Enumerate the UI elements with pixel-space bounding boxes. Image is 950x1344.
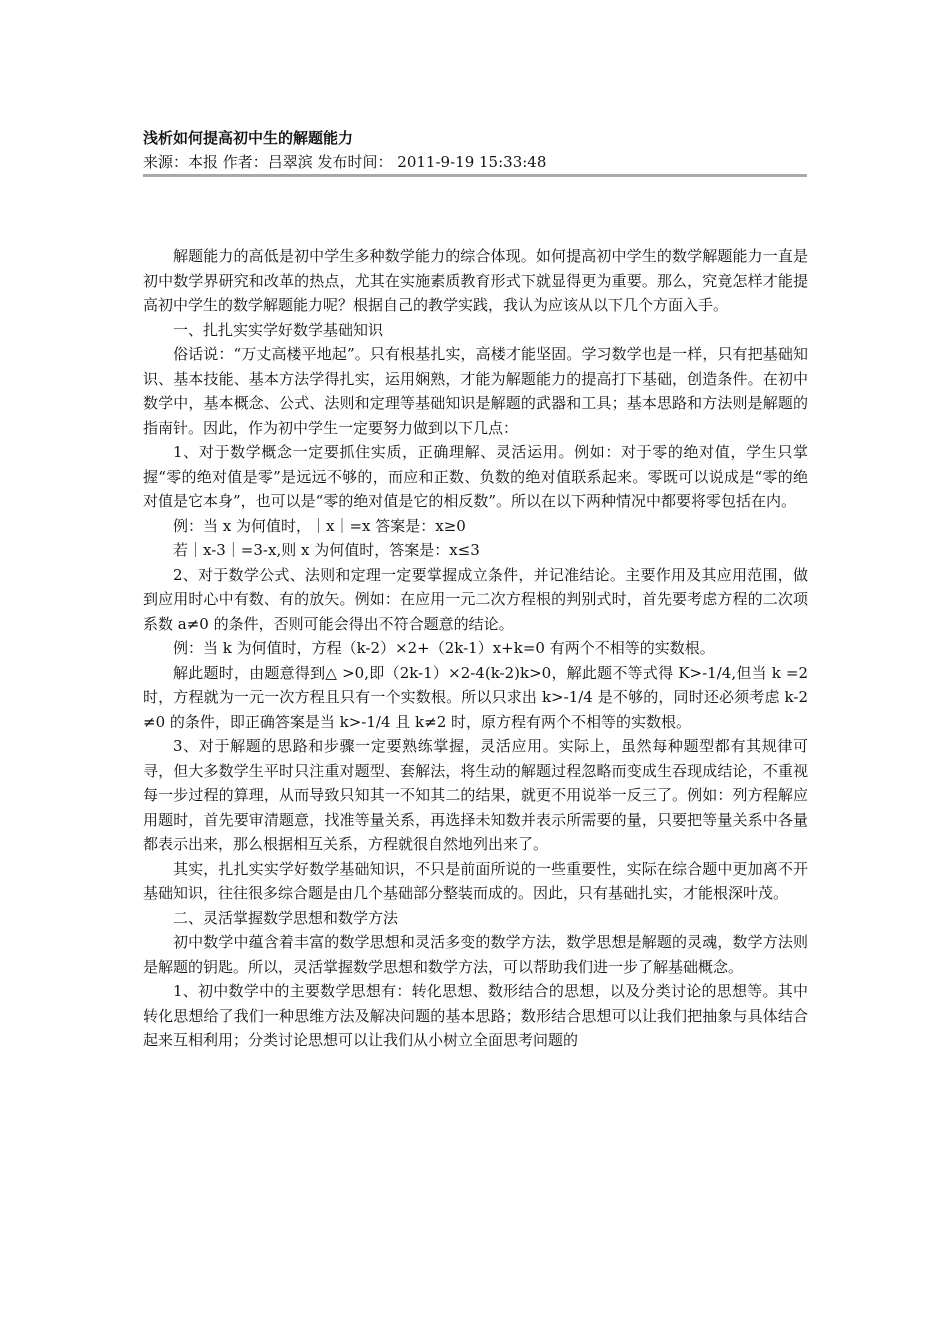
paragraph: 1、初中数学中的主要数学思想有：转化思想、数形结合的思想，以及分类讨论的思想等。其中转化思想给了我们一种思维方法及解决问题的基本思路；数形结合思想可以让我们把抽象与具体结合起来互相利用；分类讨论思想可以让我们从小树立全面思考问题的: [143, 982, 808, 1049]
paragraph: 初中数学中蕴含着丰富的数学思想和灵活多变的数学方法，数学思想是解题的灵魂，数学方法则是解题的钥匙。所以，灵活掌握数学思想和数学方法，可以帮助我们进一步了解基础概念。: [143, 933, 808, 976]
example-line: 若｜x-3｜=3-x,则 x 为何值时，答案是：x≤3: [173, 541, 480, 559]
section-heading-1: 一、扎扎实实学好数学基础知识: [173, 320, 384, 339]
paragraph: 2、对于数学公式、法则和定理一定要掌握成立条件，并记准结论。主要作用及其应用范围，做到应用时心中有数、有的放矢。例如：在应用一元二次方程根的判别式时，首先要考虑方程的二次项系数 a≠0 的条件，否则可能会得出不符合题意的结论。: [143, 565, 808, 633]
example-line: 例：当 x 为何值时，｜x｜=x 答案是：x≥0: [173, 516, 466, 535]
article-title: 浅析如何提高初中生的解题能力: [143, 129, 354, 147]
header-divider: [143, 174, 807, 177]
example-line: 例：当 k 为何值时，方程（k-2）×2+（2k-1）x+k=0 有两个不相等的实数根。: [173, 639, 715, 657]
article-body: [143, 244, 808, 1053]
paragraph: 3、对于解题的思路和步骤一定要熟练掌握，灵活应用。实际上，虽然每种题型都有其规律可寻，但大多数学生平时只注重对题型、套解法，将生动的解题过程忽略而变成生吞现成结论，不重视每一步过程的算理，从而导致只知其一不知其二的结果，就更不用说举一反三了。例如：列方程解应用题时，首先要审清题意，找准等量关系，再选择未知数并表示所需要的量，只要把等量关系中各量都表示出来，那么根据相互关系，方程就很自然地列出来了。: [143, 737, 808, 853]
paragraph: 其实，扎扎实实学好数学基础知识，不只是前面所说的一些重要性，实际在综合题中更加离不开基础知识，往往很多综合题是由几个基础部分整装而成的。因此，只有基础扎实，才能根深叶茂。: [143, 859, 808, 902]
paragraph-intro: 解题能力的高低是初中学生多种数学能力的综合体现。如何提高初中学生的数学解题能力一直是初中数学界研究和改革的热点，尤其在实施素质教育形式下就显得更为重要。那么，究竟怎样才能提高初中学生的数学解题能力呢？根据自己的教学实践，我认为应该从以下几个方面入手。: [143, 247, 808, 314]
paragraph: 解此题时，由题意得到△ >0,即（2k-1）×2-4(k-2)k>0，解此题不等式得 K>-1/4,但当 k =2 时，方程就为一元一次方程且只有一个实数根。所以只求出 k>-1/4 是不够的，同时还必须考虑 k-2≠0 的条件，即正确答案是当 k>-1/4 且 k≠2 时，原方程有两个不相等的实数根。: [143, 663, 808, 731]
section-heading-2: 二、灵活掌握数学思想和数学方法: [173, 908, 399, 927]
article-meta: 来源：本报 作者：吕翠滨 发布时间： 2011-9-19 15:33:48: [143, 153, 547, 171]
paragraph: 1、对于数学概念一定要抓住实质，正确理解、灵活运用。例如：对于零的绝对值，学生只掌握“零的绝对值是零”是远远不够的，而应和正数、负数的绝对值联系起来。零既可以说成是“零的绝对值是它本身”，也可以是“零的绝对值是它的相反数”。所以在以下两种情况中都要将零包括在内。: [143, 443, 808, 510]
paragraph: 俗话说：“万丈高楼平地起”。只有根基扎实，高楼才能坚固。学习数学也是一样，只有把基础知识、基本技能、基本方法学得扎实，运用娴熟，才能为解题能力的提高打下基础，创造条件。在初中数学中，基本概念、公式、法则和定理等基础知识是解题的武器和工具；基本思路和方法则是解题的指南针。因此，作为初中学生一定要努力做到以下几点：: [143, 345, 808, 437]
